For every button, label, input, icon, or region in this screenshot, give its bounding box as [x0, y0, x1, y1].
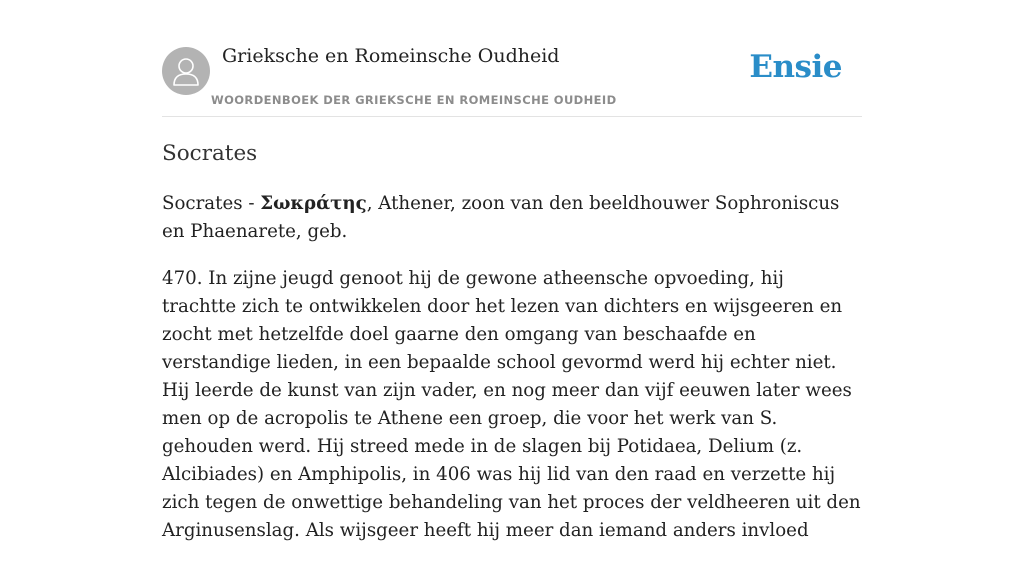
intro-rest: , Athener, zoon van den beeldhouwer Sophroniscus en Phaenarete, geb.: [162, 193, 840, 242]
user-icon: [162, 47, 210, 95]
intro-greek-term: Σωκράτης: [260, 193, 367, 214]
source-header: [162, 40, 862, 117]
article: [162, 138, 862, 564]
article-body: 470. In zijne jeugd genoot hij de gewone atheensche opvoeding, hij trachtte zich te ontwikkelen door het lezen van dichters en wijsgeeren en zocht met hetzelfde doel gaarne den omgang van beschaafde en verstandige lieden, in een bepaalde school gevormd werd hij echter niet. Hij leerde de kunst van zijn vader, en nog meer dan vijf eeuwen later wees men op de acropolis te Athene een groep, die voor het werk van S. gehouden werd. Hij streed mede in de slagen bij Potidaea, Delium (z. Alcibiades) en Amphipolis, in 406 was hij lid van den raad en verzette hij zich tegen de onwettige behandeling van het proces der veldheeren uit den Arginusenslag. Als wijsgeer heeft hij meer dan iemand anders invloed: [162, 268, 861, 541]
ensie-logo[interactable]: Ensie: [749, 49, 842, 85]
source-avatar[interactable]: [162, 47, 210, 95]
intro-term: Socrates -: [162, 193, 261, 214]
article-title: Socrates: [162, 141, 258, 166]
article-intro: [162, 190, 862, 246]
source-subtitle[interactable]: WOORDENBOEK DER GRIEKSCHE EN ROMEINSCHE OUDHEID: [211, 93, 617, 107]
source-title[interactable]: Grieksche en Romeinsche Oudheid: [222, 45, 560, 67]
